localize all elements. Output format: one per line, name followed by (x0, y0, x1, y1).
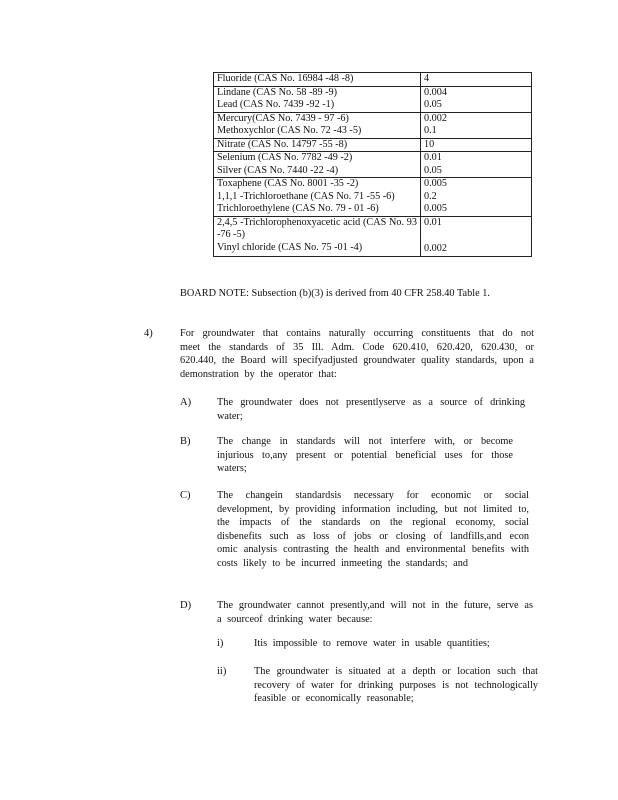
value-cell (421, 138, 532, 152)
table-row (214, 152, 532, 178)
standard-value: 0.1 (424, 125, 437, 136)
constituent-name: 2,4,5 -Trichlorophenoxyacetic acid (CAS No. 93 -76 -5) (217, 216, 417, 240)
constituent-name: Trichloroethylene (CAS No. 79 - 01 -6) (217, 203, 379, 214)
constituent-cell (214, 73, 421, 87)
value-cell (421, 112, 532, 138)
section-4-text: For groundwater that contains naturally occurring constituents that do not meet the standards of 35 Ill. Adm. Code 620.410, 620.420, 620.430, or 620.440, the Board will specifyadjusted groundwater quality standards, upon a demonstration by the operator that: (180, 328, 534, 380)
standard-value: 0.01 (424, 216, 442, 228)
constituent-name: Vinyl chloride (CAS No. 75 -01 -4) (217, 241, 363, 253)
value-cell (421, 73, 532, 87)
standard-value: 0.002 (424, 112, 447, 124)
standard-value: 0.004 (424, 86, 447, 98)
value-cell (421, 178, 532, 217)
constituent-cell (214, 152, 421, 178)
constituent-cell (214, 112, 421, 138)
constituent-name: Methoxychlor (CAS No. 72 -43 -5) (217, 125, 362, 136)
subitem-i-label: i) (217, 638, 224, 649)
subitem-ii-label: ii) (217, 666, 227, 677)
standard-value: 0.005 (424, 178, 447, 189)
table-row (214, 178, 532, 217)
constituent-name: Mercury(CAS No. 7439 - 97 -6) (217, 112, 349, 124)
item-d-text: The groundwater cannot presently,and will not in the future, serve as a sourceof drinking water because: (217, 600, 533, 625)
standards-table (213, 72, 532, 257)
standard-value: 0.05 (424, 164, 442, 176)
standard-value: 0.05 (424, 99, 442, 110)
standard-value: 0.005 (424, 203, 447, 214)
standard-value: 0.2 (424, 190, 437, 202)
section-4-label: 4) (144, 328, 153, 339)
item-a-text: The groundwater does not presentlyserve as a source of drinking water; (217, 397, 525, 422)
table-row (214, 216, 532, 256)
value-cell (421, 86, 532, 112)
constituent-name: Lead (CAS No. 7439 -92 -1) (217, 99, 335, 110)
constituent-name: Selenium (CAS No. 7782 -49 -2) (217, 152, 353, 163)
item-c-label: C) (180, 490, 191, 501)
constituent-name: Lindane (CAS No. 58 -89 -9) (217, 86, 337, 98)
standard-value: 0.002 (424, 243, 447, 254)
item-d-label: D) (180, 600, 192, 611)
value-cell (421, 152, 532, 178)
subitem-ii-text: The groundwater is situated at a depth or location such that recovery of water for drinking purposes is not technologically feasible or economically reasonable; (254, 666, 538, 704)
item-b-label: B) (180, 436, 191, 447)
constituent-name: Silver (CAS No. 7440 -22 -4) (217, 164, 339, 176)
board-note: BOARD NOTE: Subsection (b)(3) is derived from 40 CFR 258.40 Table 1. (180, 288, 490, 299)
constituent-cell (214, 86, 421, 112)
constituent-name: 1,1,1 -Trichloroethane (CAS No. 71 -55 -6) (217, 190, 395, 202)
standard-value: 4 (424, 73, 430, 84)
table-row (214, 112, 532, 138)
value-cell (421, 216, 532, 256)
constituent-name: Nitrate (CAS No. 14797 -55 -8) (217, 138, 348, 150)
constituent-cell (214, 178, 421, 217)
standard-value: 10 (424, 138, 435, 150)
constituent-cell (214, 138, 421, 152)
item-b-text: The change in standards will not interfere with, or become injurious to,any present or potential beneficial uses for those waters; (217, 436, 513, 474)
table-row (214, 73, 532, 87)
constituent-name: Toxaphene (CAS No. 8001 -35 -2) (217, 178, 359, 189)
item-c-text: The changein standardsis necessary for economic or social development, by providing information including, but not limited to, the impacts of the standards on the regional economy, social disbenefits such as loss of jobs or closing of landfills,and econ omic analysis contrasting the health and environmental benefits with costs likely to be incurred inmeeting the standards; and (217, 490, 529, 569)
subitem-i-text: Itis impossible to remove water in usable quantities; (254, 638, 490, 649)
constituent-cell (214, 216, 421, 256)
table-row (214, 138, 532, 152)
item-a-label: A) (180, 397, 192, 408)
standard-value: 0.01 (424, 152, 442, 163)
constituent-name: Fluoride (CAS No. 16984 -48 -8) (217, 73, 354, 84)
table-row (214, 86, 532, 112)
